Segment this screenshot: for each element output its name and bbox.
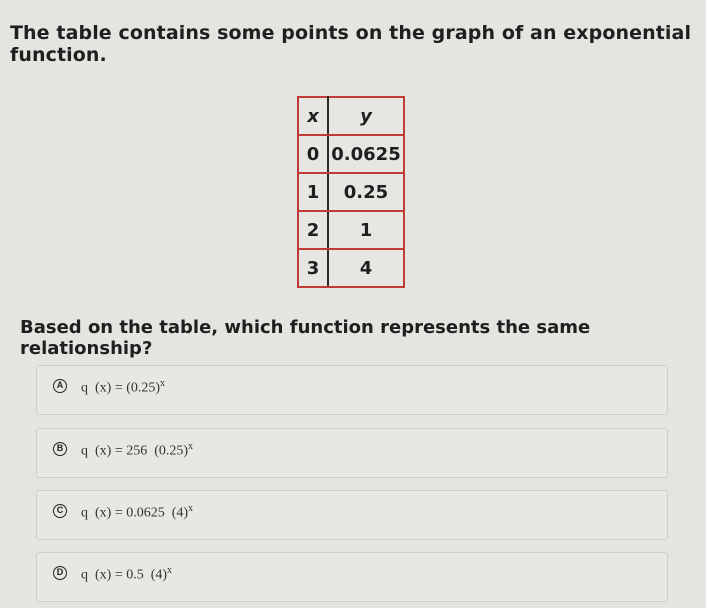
choice-letter-b: B xyxy=(53,442,67,456)
cell-x: 0 xyxy=(298,135,328,173)
cell-y: 4 xyxy=(328,249,404,287)
table-row xyxy=(298,135,404,173)
table-header-row xyxy=(298,97,404,135)
question-stem: The table contains some points on the graph of an exponential function. xyxy=(10,22,692,66)
answer-choice-d[interactable] xyxy=(36,552,668,602)
exponent: x xyxy=(167,565,173,576)
choice-letter-a: A xyxy=(53,379,67,393)
answer-choice-a[interactable] xyxy=(36,365,668,415)
choice-letter-d: D xyxy=(53,566,67,580)
answer-choice-c[interactable] xyxy=(36,490,668,540)
answer-choice-b[interactable] xyxy=(36,428,668,478)
choice-formula-a: q $(x) = (0.25)^x$ xyxy=(81,378,166,396)
cell-y: 0.0625 xyxy=(328,135,404,173)
choice-letter-c: C xyxy=(53,504,67,518)
choice-formula-d: q (x) = 0.5 $(4)^x$ xyxy=(81,565,173,583)
exponent: x xyxy=(160,378,166,389)
table-row xyxy=(298,173,404,211)
cell-y: 1 xyxy=(328,211,404,249)
table-row xyxy=(298,249,404,287)
header-y: y xyxy=(328,97,404,135)
question-prompt: Based on the table, which function represents the same relationship? xyxy=(20,317,591,359)
exponent: x xyxy=(188,441,194,452)
choice-formula-b: q (x) = 256 $(0.25)^x$ xyxy=(81,441,194,459)
table-row xyxy=(298,211,404,249)
cell-x: 3 xyxy=(298,249,328,287)
cell-x: 1 xyxy=(298,173,328,211)
choice-formula-c: q (x) = 0.0625 $(4)^x$ xyxy=(81,503,194,521)
header-x: x xyxy=(298,97,328,135)
cell-y: 0.25 xyxy=(328,173,404,211)
exponent: x xyxy=(188,503,194,514)
points-table xyxy=(297,96,405,288)
cell-x: 2 xyxy=(298,211,328,249)
